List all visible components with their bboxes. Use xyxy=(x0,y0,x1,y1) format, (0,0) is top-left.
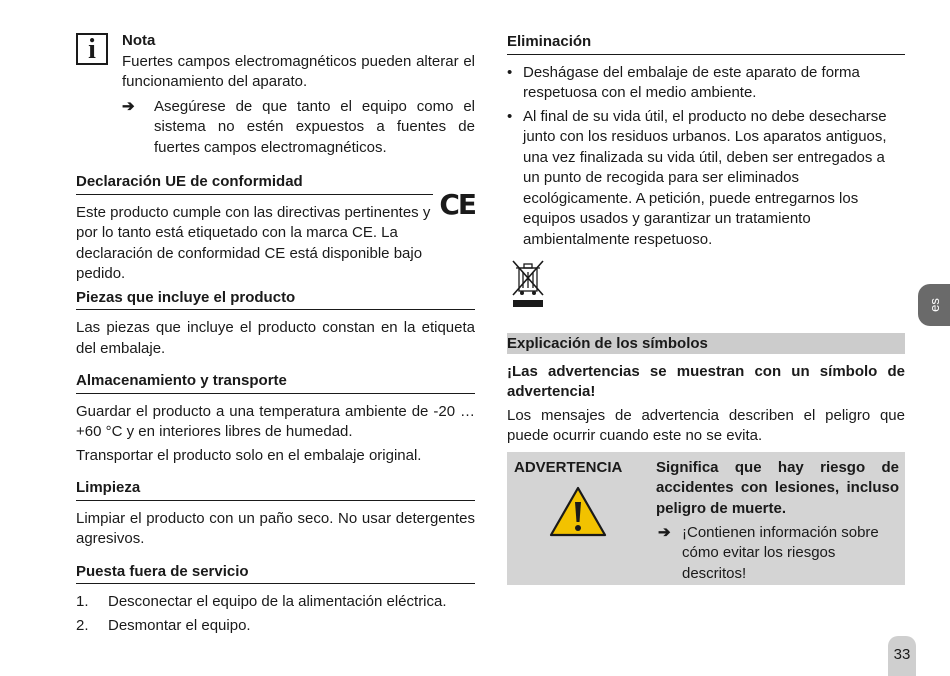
info-icon: i xyxy=(76,33,108,65)
ce-mark-icon: CE xyxy=(439,188,475,221)
note-title: Nota xyxy=(122,32,156,49)
note-text: Fuertes campos electromagnéticos pueden alterar el funcionamiento del aparato. xyxy=(122,52,475,90)
arrow-right-icon: ➔ xyxy=(122,97,135,115)
note-arrow-item xyxy=(122,97,475,159)
note-block xyxy=(76,31,475,158)
declaration-text: Este producto cumple con las directivas pertinentes y por lo tanto está etiquetado con la marca CE. La declaración de conformidad CE está disponible bajo pedido. xyxy=(76,203,431,282)
arrow-right-icon: ➔ xyxy=(658,523,671,541)
disposal-heading: Eliminación xyxy=(507,32,905,55)
left-column xyxy=(76,32,475,639)
right-column xyxy=(507,32,905,585)
warning-lead: ¡Las advertencias se muestran con un símbolo de advertencia! xyxy=(507,362,905,400)
page-number: 33 xyxy=(888,636,916,676)
list-item: 2. Desmontar el equipo. xyxy=(76,616,251,634)
crossed-bin-icon xyxy=(511,259,545,309)
storage-heading: Almacenamiento y transporte xyxy=(76,371,475,394)
parts-text: Las piezas que incluye el producto constan en la etiqueta del embalaje. xyxy=(76,319,475,357)
storage-text: Guardar el producto a una temperatura ambiente de -20 … +60 °C y en interiores libres de humedad. xyxy=(76,402,475,440)
decommission-list xyxy=(76,592,475,636)
warning-description: Significa que hay riesgo de accidentes con lesiones, incluso peligro de muerte. xyxy=(656,458,899,517)
warning-box xyxy=(507,452,905,585)
warning-label: ADVERTENCIA xyxy=(514,458,623,476)
disposal-list xyxy=(507,63,905,251)
parts-heading: Piezas que incluye el producto xyxy=(76,288,475,311)
list-item: 1. Desconectar el equipo de la alimentación eléctrica. xyxy=(76,593,447,610)
warning-triangle-icon xyxy=(549,486,607,538)
cleaning-heading: Limpieza xyxy=(76,478,475,501)
list-item: • Al final de su vida útil, el producto no debe desecharse junto con los residuos urbanos. Los aparatos antiguos, una vez finalizada su vida útil, deben ser entregados a un punto de recogida para ser eliminados ecológicamente. A petición, puede entregarnos los equipos usados y garantizar un tratamiento ambientalmente respetuoso. xyxy=(507,107,887,248)
symbols-heading: Explicación de los símbolos xyxy=(507,333,905,354)
note-arrow-text: Asegúrese de que tanto el equipo como el sistema no estén expuestos a fuentes de fuertes campos electromagnéticos. xyxy=(154,97,475,156)
cleaning-text: Limpiar el producto con un paño seco. No usar detergentes agresivos. xyxy=(76,509,475,547)
warning-text: Los mensajes de advertencia describen el peligro que puede ocurrir cuando este no se evita. xyxy=(507,406,905,444)
transport-text: Transportar el producto solo en el embalaje original. xyxy=(76,446,422,464)
warning-arrow-text: ¡Contienen información sobre cómo evitar los riesgos descritos! xyxy=(682,523,879,582)
declaration-section xyxy=(76,172,475,285)
language-tab: es xyxy=(918,284,950,326)
list-item: • Deshágase del embalaje de este aparato de forma respetuosa con el medio ambiente. xyxy=(507,63,860,101)
warning-arrow-item xyxy=(656,523,899,585)
decommission-heading: Puesta fuera de servicio xyxy=(76,562,475,585)
declaration-heading: Declaración UE de conformidad xyxy=(76,172,433,195)
